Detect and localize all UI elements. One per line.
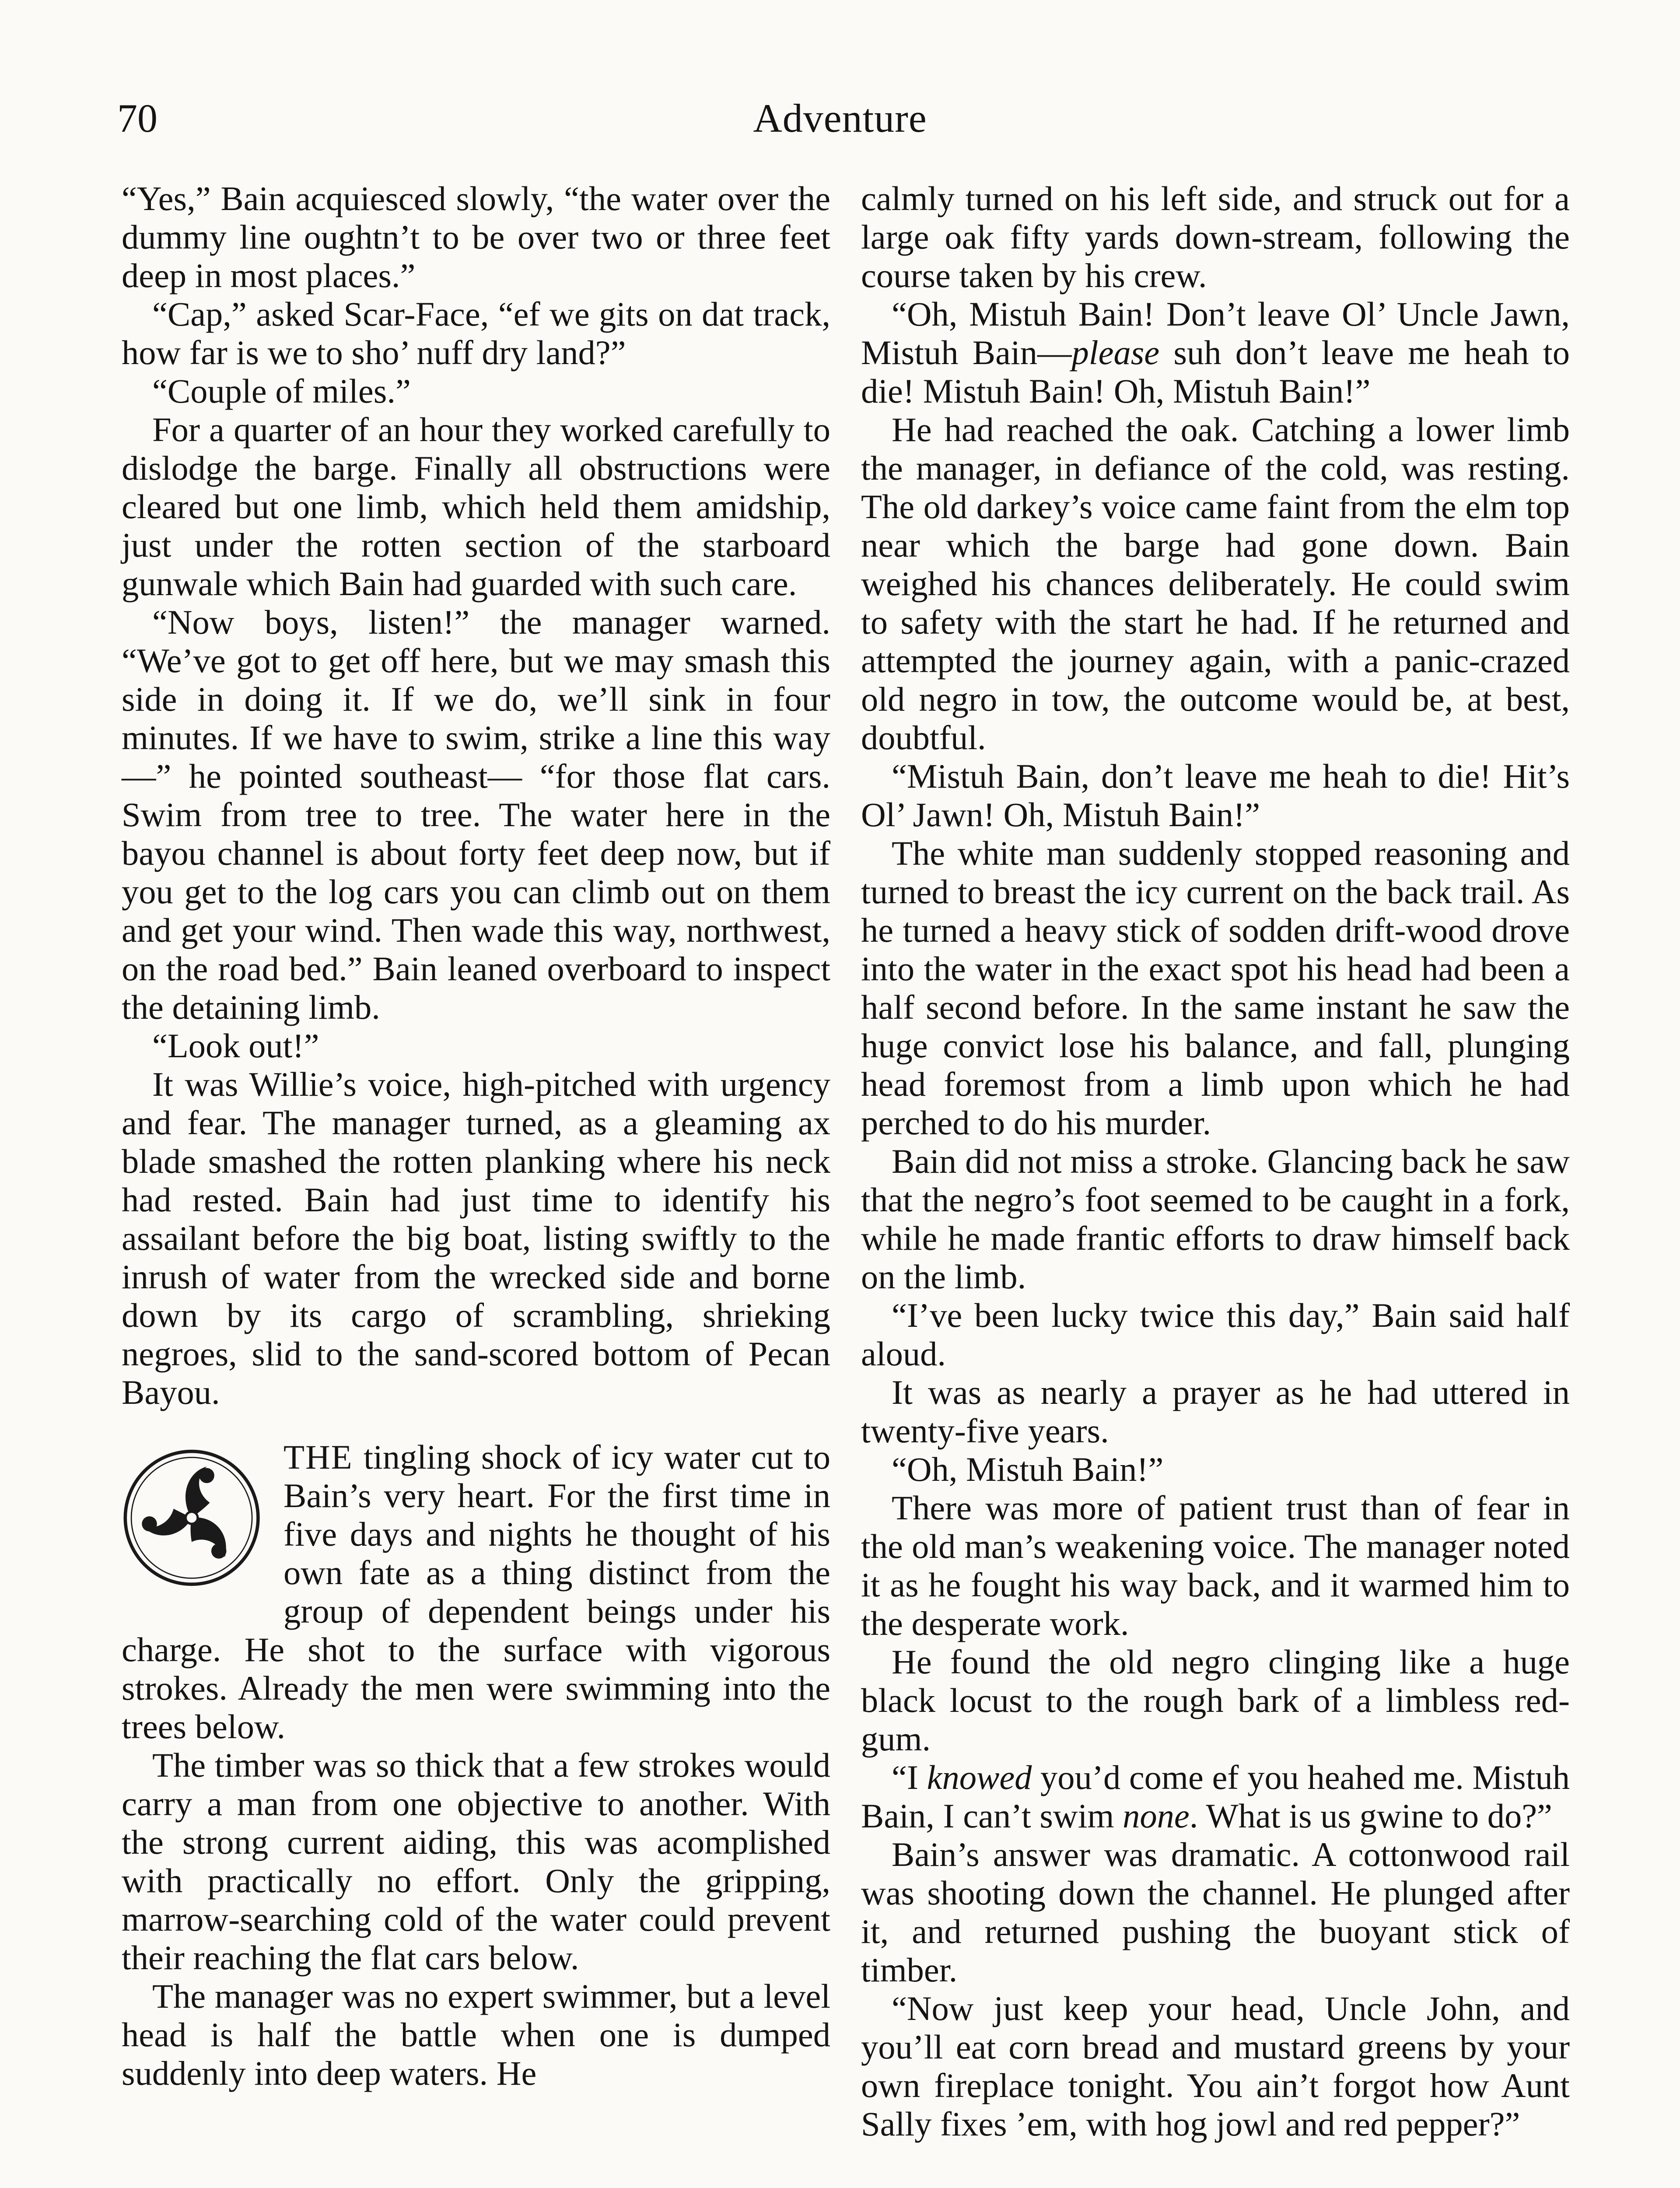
page-number: 70 bbox=[117, 96, 158, 140]
paragraph: It was Willie’s voice, high-pitched with urgency and fear. The manager turned, as a gleaming ax blade smashed the rotten planking where his neck had rested. Bain had just time to identify his assailant before the big boat, listing swiftly to the inrush of water from the wrecked side and borne down by its cargo of scrambling, shrieking negroes, slid to the sand-scored bottom of Pecan Bayou. bbox=[122, 1065, 830, 1411]
paragraph: “Look out!” bbox=[152, 1027, 319, 1065]
paragraph: “I’ve been lucky twice this day,” Bain said half aloud. bbox=[861, 1296, 1570, 1373]
paragraph: “Oh, Mistuh Bain!” bbox=[892, 1450, 1164, 1488]
triskelion-ornament-icon bbox=[118, 1442, 271, 1593]
text-span: “I bbox=[892, 1758, 927, 1796]
paragraph: He found the old negro clinging like a huge black locust to the rough bark of a limbless red-gum. bbox=[861, 1643, 1570, 1758]
text-span: . What is us gwine to do?” bbox=[1189, 1797, 1552, 1835]
paragraph: Bain’s answer was dramatic. A cottonwood rail was shooting down the channel. He plunged after it, and returned pushing the buoyant stick of timber. bbox=[861, 1835, 1570, 1989]
text-span: you’d come ef you heahed me. Mistuh Bain, I can’t swim bbox=[861, 1758, 1570, 1835]
paragraph: The timber was so thick that a few strokes would carry a man from one objective to another. With the strong current aiding, this was acomplished with practically no effort. Only the gripping, marrow-searching cold of the water could prevent their reaching the flat cars below. bbox=[122, 1746, 830, 1977]
section-dropcap-word: THE bbox=[284, 1438, 353, 1476]
paragraph: For a quarter of an hour they worked carefully to dislodge the barge. Finally all obstructions were cleared but one limb, which held them amidship, just under the rotten section of the starboard gunwale which Bain had guarded with such care. bbox=[122, 410, 830, 603]
section-opening-paragraph bbox=[122, 1438, 830, 1746]
paragraph: “Now just keep your head, Uncle John, and you’ll eat corn bread and mustard greens by your own fireplace tonight. You ain’t forgot how Aunt Sally fixes ’em, with hog jowl and red pepper?” bbox=[861, 1989, 1570, 2143]
text-span: “Oh, Mistuh Bain! Don’t leave Ol’ Uncle Jawn, Mistuh Bain— bbox=[861, 295, 1570, 372]
paragraph: “Now boys, listen!” the manager warned. “We’ve got to get off here, but we may smash this side in doing it. If we do, we’ll sink in four minutes. If we have to swim, strike a line this way—” he pointed southeast— “for those flat cars. Swim from tree to tree. The water here in the bayou channel is about forty feet deep now, but if you get to the log cars you can climb out on them and get your wind. Then wade this way, northwest, on the road bed.” Bain leaned overboard to inspect the detaining limb. bbox=[122, 603, 830, 1026]
paragraph bbox=[861, 295, 1570, 410]
running-title: Adventure bbox=[753, 96, 927, 140]
right-column bbox=[861, 179, 1570, 2143]
paragraph: “Cap,” asked Scar-Face, “ef we gits on dat track, how far is we to sho’ nuff dry land?” bbox=[122, 295, 830, 372]
italic-word: none bbox=[1123, 1797, 1190, 1835]
paragraph: “Couple of miles.” bbox=[152, 372, 411, 410]
left-column bbox=[122, 179, 830, 2093]
paragraph: “Mistuh Bain, don’t leave me heah to die! Hit’s Ol’ Jawn! Oh, Mistuh Bain!” bbox=[861, 757, 1570, 834]
text-span: suh don’t leave me heah to die! Mistuh Bain! Oh, Mistuh Bain!” bbox=[861, 333, 1570, 410]
paragraph: The white man suddenly stopped reasoning and turned to breast the icy current on the back trail. As he turned a heavy stick of sodden drift-wood drove into the water in the exact spot his head had been a half second before. In the same instant he saw the huge convict lose his balance, and fall, plunging head foremost from a limb upon which he had perched to do his murder. bbox=[861, 834, 1570, 1142]
paragraph: There was more of patient trust than of fear in the old man’s weakening voice. The manager noted it as he fought his way back, and it warmed him to the desperate work. bbox=[861, 1489, 1570, 1642]
paragraph: He had reached the oak. Catching a lower limb the manager, in defiance of the cold, was resting. The old darkey’s voice came faint from the elm top near which the barge had gone down. Bain weighed his chances deliberately. He could swim to safety with the start he had. If he returned and attempted the journey again, with a panic-crazed old negro in tow, the outcome would be, at best, doubtful. bbox=[861, 410, 1570, 757]
paragraph: Bain did not miss a stroke. Glancing back he saw that the negro’s foot seemed to be caught in a fork, while he made frantic efforts to draw himself back on the limb. bbox=[861, 1142, 1570, 1296]
paragraph: “Yes,” Bain acquiesced slowly, “the water over the dummy line oughtn’t to be over two or three feet deep in most places.” bbox=[122, 179, 830, 295]
paragraph: calmly turned on his left side, and struck out for a large oak fifty yards down-stream, following the course taken by his crew. bbox=[861, 179, 1570, 295]
paragraph bbox=[861, 1758, 1570, 1835]
paragraph: It was as nearly a prayer as he had uttered in twenty-five years. bbox=[861, 1373, 1570, 1450]
page-header bbox=[0, 92, 1680, 144]
paragraph: The manager was no expert swimmer, but a level head is half the battle when one is dumped suddenly into deep waters. He bbox=[122, 1977, 830, 2092]
italic-word: knowed bbox=[927, 1758, 1032, 1796]
italic-word: please bbox=[1071, 333, 1160, 372]
section-paragraph-text: tingling shock of icy water cut to Bain’s very heart. For the first time in five days and nights he thought of his own fate as a thing distinct from the group of dependent beings under his charge. He shot to the surface with vigorous strokes. Already the men were swimming into the trees below. bbox=[122, 1438, 830, 1746]
